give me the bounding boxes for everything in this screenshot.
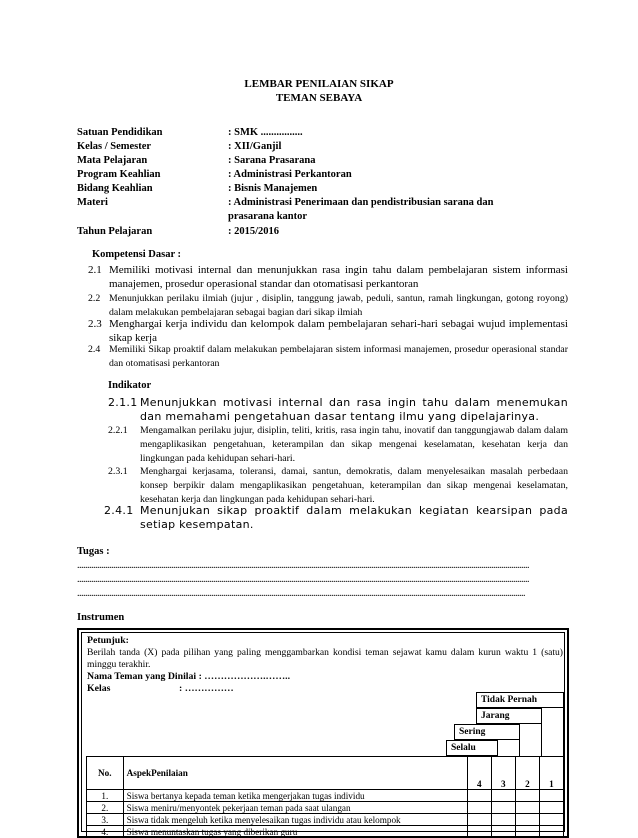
indikator-text: Menunjukkan motivasi internal dan rasa ingin tahu dalam menemukan dan memahami pengetahuan dasar tentang ilmu yang dipelajarinya. [140,396,568,423]
kompetensi-item [88,263,568,291]
scale-divider [497,740,498,756]
score-cell[interactable] [515,826,539,838]
indikator-heading: Indikator [108,380,152,391]
kompetensi-item [88,343,568,371]
scale-divider [541,708,542,756]
meta-value: : Administrasi Penerimaan dan pendistribusian sarana dan [228,197,494,208]
indikator-num: 2.3.1 [108,466,128,477]
petunjuk-label: Petunjuk: [87,635,129,646]
indikator-text: Menghargai kerjasama, toleransi, damai, santun, demokratis, dalam menyelesaikan masalah perbedaan konsep berpikir dalam mengaplikasikan pengetahuan, keterampilan dan sikap mengenai keselamatan, kesehatan kerja dan lingkungan pada kehidupan sehari-hari. [140,466,568,505]
scale-divider [563,692,564,756]
score-cell[interactable] [467,814,491,826]
meta-key: Program Keahlian [77,169,161,180]
petunjuk-text: Berilah tanda (X) pada pilihan yang paling menggambarkan kondisi teman sejawat kamu dalam kurun waktu 1 (satu) minggu terakhir. [87,647,563,670]
row-aspek: Siswa bertanya kepada teman ketika mengerjakan tugas individu [123,790,467,802]
meta-value: : 2015/2016 [228,226,280,237]
kompetensi-item [88,317,568,345]
row-no: 1. [87,790,124,802]
instrumen-heading: Instrumen [77,612,125,623]
score-cell[interactable] [539,790,563,802]
score-cell[interactable] [467,826,491,838]
meta-key: Mata Pelajaran [77,155,148,166]
kompetensi-num: 2.2 [88,293,101,304]
col-aspek-header: AspekPenilaian [123,757,467,790]
tugas-heading: Tugas : [77,546,110,557]
kompetensi-heading: Kompetensi Dasar : [92,249,182,260]
score-cell[interactable] [491,802,515,814]
score-cell[interactable] [539,814,563,826]
page-subtitle: TEMAN SEBAYA [275,92,363,104]
score-col-header: 4 [467,757,491,790]
row-aspek: Siswa tidak mengeluh ketika menyelesaikan tugas individu atau kelompok [123,814,467,826]
meta-key: Satuan Pendidikan [77,127,163,138]
kompetensi-text: Menghargai kerja individu dan kelompok dalam pembelajaran sehari-hari sebagai wujud implementasi sikap kerja [109,318,568,344]
table-row [87,826,564,838]
meta-key: Bidang Keahlian [77,183,153,194]
score-cell[interactable] [491,790,515,802]
score-col-header: 3 [491,757,515,790]
meta-key: Kelas / Semester [77,141,152,152]
meta-value: prasarana kantor [228,211,308,222]
row-aspek: Siswa menuntaskan tugas yang diberikan guru [123,826,467,838]
row-no: 2. [87,802,124,814]
kompetensi-num: 2.4 [88,344,101,355]
kompetensi-text: Memiliki motivasi internal dan menunjukkan rasa ingin tahu dalam pembelajaran sistem informasi manajemen, prosedur operasional standar dan otomatisasi perkantoran [109,264,568,290]
meta-key: Tahun Pelajaran [77,226,153,237]
kompetensi-text: Menunjukkan perilaku ilmiah (jujur , disiplin, tanggung jawab, peduli, santun, ramah lingkungan, gotong royong) dalam melakukan pembelajaran sebagai bagian dari sikap ilmiah [109,293,568,318]
score-cell[interactable] [515,790,539,802]
meta-value: : SMK ................ [228,127,303,138]
table-row [87,814,564,826]
tugas-line: .................................................................................................................................................................................................................................. [77,560,529,571]
indikator-num: 2.4.1 [104,504,134,517]
score-cell[interactable] [491,826,515,838]
kompetensi-item [88,292,568,320]
col-no-header: No. [87,757,124,790]
meta-value: : XII/Ganjil [228,141,282,152]
meta-value: : Administrasi Perkantoran [228,169,352,180]
indikator-num: 2.1.1 [108,396,138,409]
score-col-header: 1 [539,757,563,790]
score-cell[interactable] [515,814,539,826]
tugas-line: .................................................................................................................................................................................................................................. [77,574,529,585]
table-row [87,802,564,814]
scale-sering: Sering [454,724,520,740]
meta-value: : Sarana Prasarana [228,155,316,166]
kompetensi-text: Memiliki Sikap proaktif dalam melakukan pembelajaran sistem informasi manajemen, prosedur operasional standar dan otomatisasi perkantoran [109,344,568,369]
kelas-label: Kelas : …………… [87,683,234,694]
row-no: 4. [87,826,124,838]
meta-value: : Bisnis Manajemen [228,183,318,194]
score-cell[interactable] [467,802,491,814]
score-cell[interactable] [491,814,515,826]
scale-selalu: Selalu [446,740,498,756]
nama-teman-label: Nama Teman yang Dinilai : ……………….…….. [87,671,291,682]
score-cell[interactable] [539,802,563,814]
kompetensi-num: 2.3 [88,318,102,330]
page-title: LEMBAR PENILAIAN SIKAP [244,78,394,90]
row-aspek: Siswa meniru/menyontek pekerjaan teman pada saat ulangan [123,802,467,814]
score-col-header: 2 [515,757,539,790]
scale-tidak-pernah: Tidak Pernah [476,692,564,708]
score-cell[interactable] [467,790,491,802]
indikator-num: 2.2.1 [108,425,128,436]
kompetensi-num: 2.1 [88,264,102,276]
table-row [87,790,564,802]
scale-jarang: Jarang [476,708,542,724]
row-no: 3. [87,814,124,826]
indikator-text: Mengamalkan perilaku jujur, disiplin, teliti, kritis, rasa ingin tahu, inovatif dan tanggungjawab dalam dalam mengaplikasikan pengetahuan, keterampilan dan sikap mengenai keselamatan, kesehatan kerja dan lingkungan pada kehidupan sehari-hari. [140,425,568,464]
indikator-text: Menunjukan sikap proaktif dalam melakukan kegiatan kearsipan pada setiap kesempatan. [140,504,568,531]
score-cell[interactable] [515,802,539,814]
scale-divider [519,724,520,756]
meta-key: Materi [77,197,108,208]
tugas-line: ................................................................................................................................................................................................................................ [77,588,525,599]
score-cell[interactable] [539,826,563,838]
